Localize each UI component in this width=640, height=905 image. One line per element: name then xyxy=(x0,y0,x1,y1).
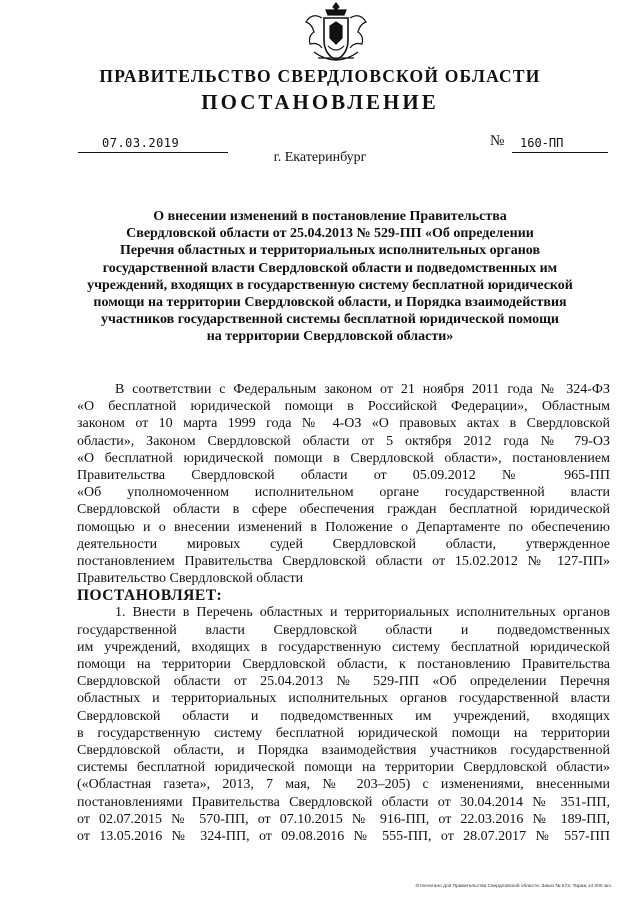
document-title xyxy=(70,208,590,346)
item1-line: от 13.05.2016 № 324-ПП, от 09.08.2016 № 555-ПП, от 28.07.2017 № 557-ПП xyxy=(77,828,610,844)
item1-line: Свердловской области и подведомственных им учреждений, входящих xyxy=(77,708,610,724)
title-line: Свердловской области от 25.04.2013 № 529-ПП «Об определении xyxy=(126,226,534,242)
preamble-line: законом от 10 марта 1999 года № 4-ОЗ «О правовых актах в Свердловской xyxy=(77,416,610,432)
preamble-line: постановлением Правительства Свердловской области от 15.02.2012 № 127-ПП» xyxy=(77,553,610,569)
item1-line: («Областная газета», 2013, 7 мая, № 203–205) с изменениями, внесенными xyxy=(77,777,610,793)
preamble-line: «О бесплатной юридической помощи в Российской Федерации», Областным xyxy=(77,399,610,415)
item1-line: областных и территориальных исполнительных органов государственной власти xyxy=(77,691,610,707)
item1-line: в государственную систему бесплатной юридической помощи на территории xyxy=(77,725,610,741)
item1-line: Свердловской области, и Порядка взаимодействия участников государственной xyxy=(77,742,610,758)
title-line: учреждений, входящих в государственную систему бесплатной юридической xyxy=(87,277,573,293)
item1-line: Свердловской области от 25.04.2013 № 529-ПП «Об определении Перечня xyxy=(77,674,610,690)
document-number: 160-ПП xyxy=(512,136,608,153)
title-line: на территории Свердловской области» xyxy=(206,329,454,345)
preamble-line: Правительства Свердловской области от 05.09.2012 № 965-ПП xyxy=(77,467,610,483)
title-line: О внесении изменений в постановление Правительства xyxy=(153,209,507,224)
item1-line: постановлениями Правительства Свердловской области от 30.04.2014 № 351-ПП, xyxy=(77,794,610,810)
preamble-line: Правительство Свердловской области xyxy=(77,571,304,587)
document-kind: ПОСТАНОВЛЕНИЕ xyxy=(201,90,439,114)
city: г. Екатеринбург xyxy=(273,150,367,165)
preamble-line: Свердловской области в сфере обеспечения граждан бесплатной юридической xyxy=(77,502,610,518)
title-line: участников государственной системы бесплатной юридической помощи xyxy=(100,312,559,328)
preamble-line: «Об уполномоченном исполнительном органе государственной власти xyxy=(77,485,610,501)
item1-line: государственной власти Свердловской области и подведомственных xyxy=(77,622,610,638)
title-line: помощи на территории Свердловской области, и Порядка взаимодействия xyxy=(93,295,567,311)
item1-line: от 02.07.2015 № 570-ПП, от 07.10.2015 № 916-ПП, от 22.03.2016 № 189-ПП, xyxy=(77,811,610,827)
document-body xyxy=(77,381,610,845)
preamble-line: помощью и о внесении изменений в Положение о Департаменте по обеспечению xyxy=(77,519,610,535)
print-footer: Отпечатано для Правительства Свердловской области. Заказ № 573. Тираж 14 000 экз. xyxy=(415,884,612,889)
title-line: Перечня областных и территориальных исполнительных органов xyxy=(119,243,541,259)
document-date: 07.03.2019 xyxy=(78,136,228,153)
preamble-line: деятельности мировых судей Свердловской области, утвержденное xyxy=(77,536,610,552)
item1-line: им учреждений, входящих в государственную систему бесплатной юридической xyxy=(77,639,610,655)
preamble-line: области», Законом Свердловской области от 5 октября 2012 года № 79-ОЗ xyxy=(77,433,610,449)
title-line: государственной власти Свердловской области и подведомственных им xyxy=(102,260,558,276)
resolves-heading: ПОСТАНОВЛЯЕТ: xyxy=(77,587,223,605)
item1-line: помощи на территории Свердловской области, к постановлению Правительства xyxy=(77,657,610,672)
item1-line: 1. Внести в Перечень областных и территориальных исполнительных органов xyxy=(115,605,610,621)
item1-line: системы бесплатной юридической помощи на территории Свердловской области» xyxy=(77,760,610,776)
number-sign: № xyxy=(490,133,505,149)
preamble-line: В соответствии с Федеральным законом от 21 ноября 2011 года № 324-ФЗ xyxy=(115,382,610,397)
preamble-line: «О бесплатной юридической помощи в Свердловской области», постановлением xyxy=(77,450,610,466)
organization-name: ПРАВИТЕЛЬСТВО СВЕРДЛОВСКОЙ ОБЛАСТИ xyxy=(99,66,541,86)
coat-of-arms-emblem xyxy=(300,0,372,66)
